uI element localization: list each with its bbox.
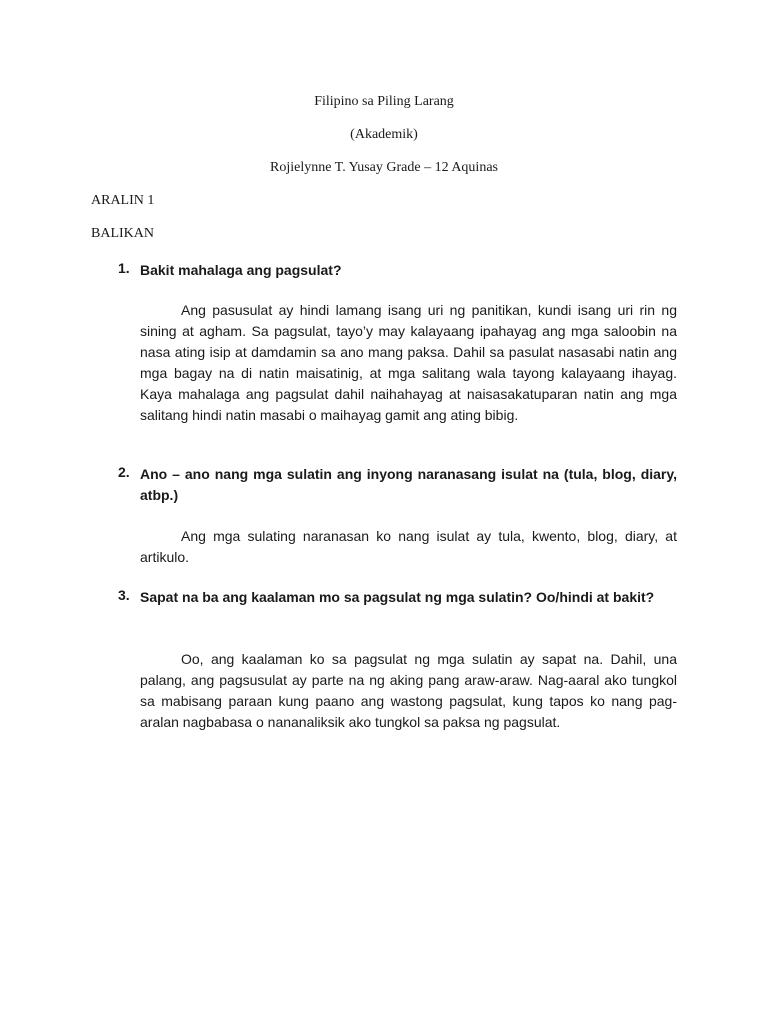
lesson-label: ARALIN 1: [91, 193, 155, 208]
subject-title: Filipino sa Piling Larang: [314, 94, 454, 109]
student-name-grade: Rojielynne T. Yusay Grade – 12 Aquinas: [270, 160, 498, 175]
question-text: Sapat na ba ang kaalaman mo sa pagsulat ng mga sulatin? Oo/hindi at bakit?: [140, 589, 655, 605]
question-number: 1.: [118, 260, 130, 276]
question-text: Bakit mahalaga ang pagsulat?: [140, 262, 342, 278]
question-number: 3.: [118, 587, 130, 603]
track-subtitle: (Akademik): [350, 127, 418, 142]
answer-paragraph: Oo, ang kaalaman ko sa pagsulat ng mga sulatin ay sapat na. Dahil, una palang, ang pagsusulat ay parte na ng aking pang araw-araw. Nag-aaral ako tungkol sa mabisang paraan kung paano ang wastong pagsulat, kung tapos ko nang pag-aralan nagbabasa o nananaliksik ako tungkol sa paksa ng pagsulat.: [140, 651, 677, 730]
answer-paragraph: Ang pasusulat ay hindi lamang isang uri ng panitikan, kundi isang uri rin ng sining at agham. Sa pagsulat, tayo’y may kalayaang ipahayag ang mga saloobin na nasa ating isip at damdamin sa ano mang paksa. Dahil sa pasulat nasasabi natin ang mga bagay na di natin maisatinig, at mga salitang wala tayong kalayaang ihayag. Kaya mahalaga ang pagsulat dahil naihahayag at naisasakatuparan natin ang mga salitang hindi natin masabi o maihayag gamit ang ating bibig.: [140, 302, 677, 423]
question-text: Ano – ano nang mga sulatin ang inyong naranasang isulat na (tula, blog, diary, atbp.): [140, 466, 677, 503]
question-number: 2.: [118, 464, 130, 480]
section-label: BALIKAN: [91, 226, 154, 241]
answer-paragraph: Ang mga sulating naranasan ko nang isulat ay tula, kwento, blog, diary, at artikulo.: [140, 528, 677, 565]
